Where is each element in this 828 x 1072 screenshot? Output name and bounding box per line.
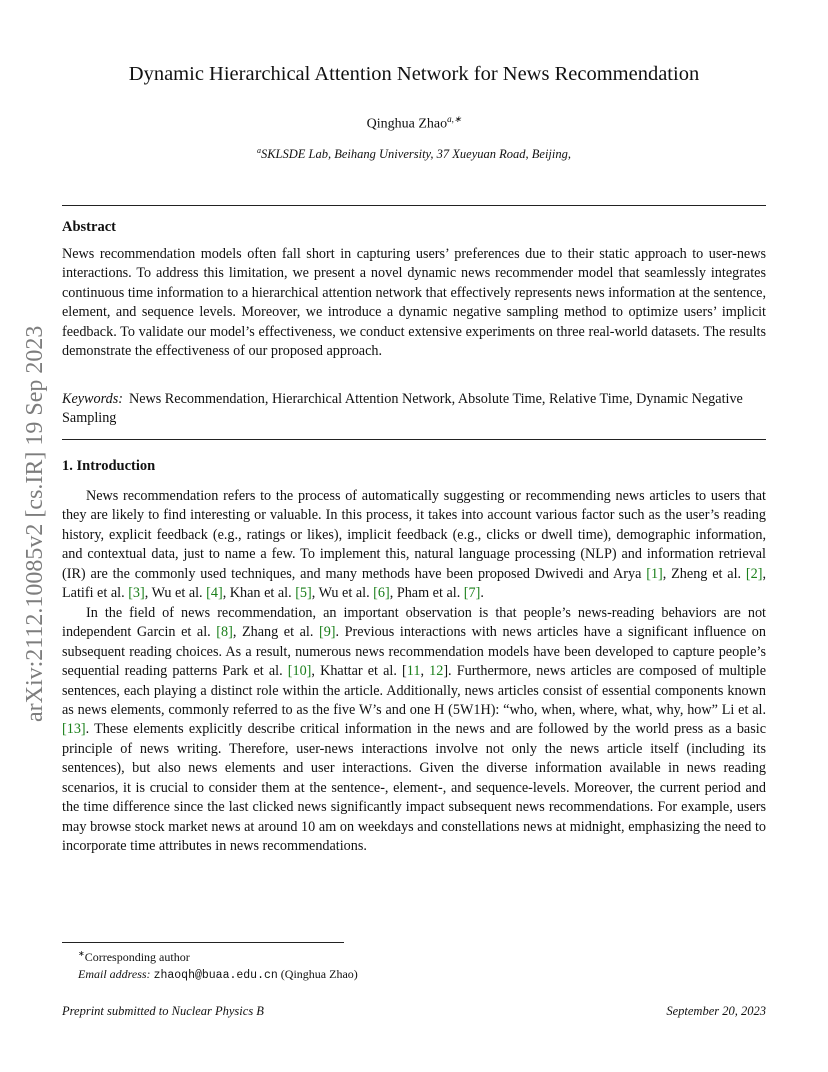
footnote-email [62,966,562,985]
keywords-list: News Recommendation, Hierarchical Attention Network, Absolute Time, Relative Time, Dynamic Negative Sampling [62,391,743,427]
intro-paragraph-1 [62,487,766,604]
abstract-bottom-rule [62,439,766,440]
text-run: , Pham et al. [389,585,464,602]
citation-link[interactable]: [7] [463,585,481,602]
affiliation-line [62,143,766,162]
text-run: , [420,663,430,680]
citation-link[interactable]: [6] [373,585,390,602]
text-run: , Khan et al. [222,585,296,602]
affiliation-text: SKLSDE Lab, Beihang University, 37 Xueyuan Road, Beijing, [260,147,572,162]
citation-link[interactable]: [9] [318,624,336,641]
keywords [62,390,766,429]
text-run: , Zhang et al. [232,624,319,641]
citation-link[interactable]: 11 [406,663,421,680]
text-run: In the field of news recommendation, an important observation is that people’s news-reading behaviors are not independent Garcin et al. [62,604,766,641]
section-heading-introduction: 1. Introduction [62,458,156,474]
footer-preprint-note: Preprint submitted to Nuclear Physics B [62,1004,264,1018]
footnote-mark: ∗ [78,949,85,958]
email-owner: (Qinghua Zhao) [280,966,358,981]
text-run: ]. Furthermore, news articles are composed of multiple sentences, each playing a distinct role within the article. Additionally, news articles consist of essential components known as news elements, commonly referred to as the five W’s and one H (5W1H): “who, when, where, what, why, how” Li et al. [62,663,767,718]
text-run: . Previous interactions with news articles have a significant influence on subsequent reading choices. As a result, numerous news recommendation models have been developed to capture people’s sequential reading patterns Park et al. [62,624,766,680]
text-run: . [480,585,484,602]
email-label: Email address: [78,966,151,981]
citation-link[interactable]: [2] [745,565,763,582]
email-link[interactable]: zhaoqh@buaa.edu.cn [153,968,278,982]
footnote [62,946,562,984]
text-run: , Khattar et al. [ [311,663,407,680]
author-marks: a,∗ [447,114,462,124]
citation-link[interactable]: [13] [62,721,86,738]
abstract-text: News recommendation models often fall short in capturing users’ preferences due to their static approach to user-news interactions. To address this limitation, we present a novel dynamic news recommender model that seamlessly integrates continuous time information to a hierarchical attention network that effectively represents news information at the sentence, element, and sequence levels. Moreover, we introduce a dynamic negative sampling method to optimize users’ implicit feedback. To validate our model’s effectiveness, we conduct extensive experiments on three real-world datasets. The results demonstrate the effectiveness of our proposed approach. [62,246,766,360]
footer-date: September 20, 2023 [666,1004,766,1018]
abstract-top-rule [62,205,766,206]
text-run: , Latifi et al. [62,565,766,602]
introduction-body [62,487,766,857]
citation-link[interactable]: [5] [295,585,312,602]
citation-link[interactable]: [1] [646,565,663,582]
arxiv-identifier-stamp: arXiv:2112.10085v2 [cs.IR] 19 Sep 2023 [22,325,48,723]
author-name: Qinghua Zhao [366,116,448,132]
author-line [62,110,766,134]
citation-link[interactable]: 12 [429,663,444,680]
footnote-corresponding-text: Corresponding author [84,950,190,964]
text-run: , Wu et al. [311,585,374,602]
citation-link[interactable]: [3] [128,585,145,602]
paper-title: Dynamic Hierarchical Attention Network for News Recommendation [128,63,700,85]
keywords-label: Keywords: [62,391,123,407]
citation-link[interactable]: [4] [206,585,223,602]
text-run: News recommendation refers to the process of automatically suggesting or recommending news articles to users that they are likely to find interesting or valuable. In this process, it takes into account various factor such as the user’s reading history, explicit feedback (e.g., ratings or likes), implicit feedback (e.g., clicks or dwell time), demographic information, and contextual data, just to name a few. To implement this, natural language processing (NLP) and information retrieval (IR) are the commonly used techniques, and many methods have been proposed Dwivedi and Arya [62,488,766,582]
text-run: . These elements explicitly describe critical information in the news and are followed by the world press as a basic principle of news writing. Therefore, user-news interactions involve not only the news article itself (including its sentences), but also news elements and user interactions. Given the diverse information available in news reading scenarios, it is crucial to consider them at the sentence-, element-, and sequence-levels. Moreover, the current period and the time difference since the last clicked news significantly impact subsequent news recommendations. For example, users may browse stock market news at around 10 am on weekdays and constellations news at midnight, emphasizing the need to incorporate time attributes in news recommendations. [62,721,766,855]
affiliation-mark: a [256,146,261,155]
text-run: , Zheng et al. [662,565,746,582]
intro-paragraph-2 [62,604,766,857]
footnote-corresponding [62,946,562,966]
citation-link[interactable]: [8] [216,624,233,641]
text-run: , Wu et al. [144,585,207,602]
footnote-rule [62,942,344,943]
citation-link[interactable]: [10] [287,663,312,680]
abstract-heading: Abstract [62,219,116,235]
